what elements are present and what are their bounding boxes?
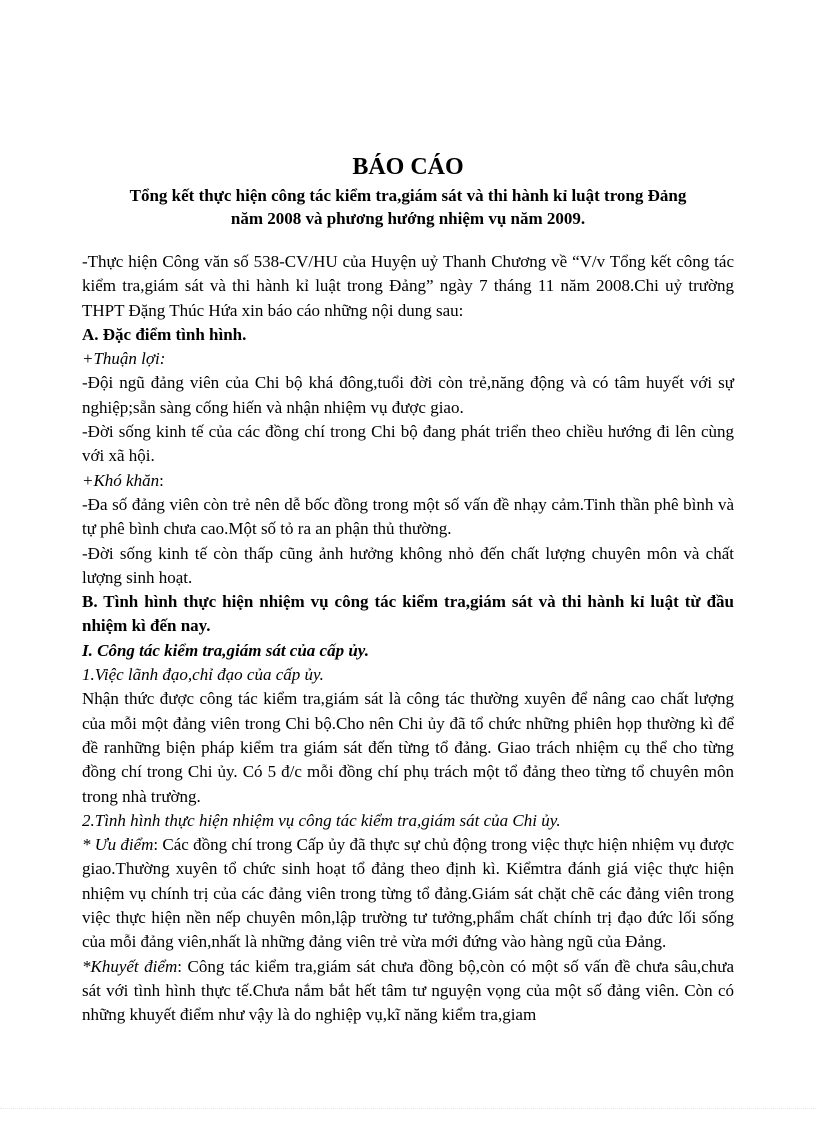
subtitle-line-2: năm 2008 và phương hướng nhiệm vụ năm 2009. <box>230 209 586 228</box>
section-a-heading: A. Đặc điểm tình hình. <box>82 324 247 344</box>
difficulties-line <box>82 469 734 493</box>
page-bottom-divider <box>0 1108 816 1109</box>
strengths-body: : Các đồng chí trong Cấp ủy đã thực sự chủ động trong việc thực hiện nhiệm vụ được giao.Thường xuyên tổ chức sinh hoạt tổ đảng theo định kì. Kiểmtra đánh giá việc thực hiện nhiệm vụ chính trị của các đảng viên trong từng tổ đảng.Giám sát chặt chẽ các đảng viên trong việc thực hiện nền nếp chuyên môn,lập trường tư tưởng,phẩm chất chính trị đạo đức lối sống của mỗi đảng viên,nhất là những đảng viên trẻ vừa mới đứng vào hàng ngũ của Đảng. <box>82 835 734 952</box>
item-1-body: Nhận thức được công tác kiểm tra,giám sát là công tác thường xuyên để nâng cao chất lượng của mỗi một đảng viên trong Chi bộ.Cho nên Chi ủy đã tổ chức những phiên họp thường kì để đề ranhững biện pháp kiểm tra giám sát đến từng tổ đảng. Giao trách nhiệm cụ thể cho từng đồng chí trong Chi ủy. Có 5 đ/c mỗi đồng chí phụ trách một tổ đảng theo từng tổ chuyên môn trong nhà trường. <box>82 689 734 806</box>
section-b-heading: B. Tình hình thực hiện nhiệm vụ công tác kiểm tra,giám sát và thi hành kỉ luật từ đầu nhiệm kì đến nay. <box>82 592 734 636</box>
document-subtitle <box>82 184 734 230</box>
weaknesses-paragraph <box>82 955 734 1028</box>
advantage-item-2: -Đời sống kinh tế của các đồng chí trong Chi bộ đang phát triển theo chiều hướng đi lên cùng với xã hội. <box>82 422 734 466</box>
section-b-i-heading: I. Công tác kiểm tra,giám sát của cấp ủy. <box>82 640 369 660</box>
difficulties-colon: : <box>159 470 164 490</box>
document-title: BÁO CÁO <box>352 154 464 180</box>
intro-paragraph: -Thực hiện Công văn số 538-CV/HU của Huyện uỷ Thanh Chương về “V/v Tổng kết công tác kiểm tra,giám sát và thi hành kỉ luật trong Đảng” ngày 7 tháng 11 năm 2008.Chi uỷ trường THPT Đặng Thúc Hứa xin báo cáo những nội dung sau: <box>82 252 734 320</box>
item-2-title: 2.Tình hình thực hiện nhiệm vụ công tác kiểm tra,giám sát của Chi ủy. <box>82 810 561 830</box>
advantage-item-1: -Đội ngũ đảng viên của Chi bộ khá đông,tuổi đời còn trẻ,năng động và có tâm huyết với sự nghiệp;sẵn sàng cống hiến và nhận nhiệm vụ được giao. <box>82 373 734 417</box>
strengths-label: * Ưu điểm <box>82 835 154 855</box>
difficulty-item-2: -Đời sống kinh tế còn thấp cũng ảnh hưởng không nhỏ đến chất lượng chuyên môn và chất lượng sinh hoạt. <box>82 543 734 587</box>
advantages-label: +Thuận lợi: <box>82 349 166 369</box>
item-1-title: 1.Việc lãnh đạo,chỉ đạo của cấp ủy. <box>82 665 324 685</box>
strengths-paragraph <box>82 833 734 954</box>
weaknesses-body: : Công tác kiểm tra,giám sát chưa đồng bộ,còn có một số vấn đề chưa sâu,chưa sát với tình hình thực tế.Chưa nắm bắt hết tâm tư nguyện vọng của một số đảng viên. Còn có những khuyết điểm như vậy là do nghiệp vụ,kĩ năng kiểm tra,giam <box>82 956 734 1025</box>
document-page <box>82 152 734 1028</box>
difficulties-label: +Khó khăn <box>82 470 160 490</box>
subtitle-line-1: Tổng kết thực hiện công tác kiểm tra,giám sát và thi hành kỉ luật trong Đảng <box>129 186 687 205</box>
weaknesses-label: *Khuyết điểm <box>82 956 178 976</box>
difficulty-item-1: -Đa số đảng viên còn trẻ nên dễ bốc đồng trong một số vấn đề nhạy cảm.Tinh thần phê bình và tự phê bình chưa cao.Một số tỏ ra an phận thủ thường. <box>82 494 734 539</box>
